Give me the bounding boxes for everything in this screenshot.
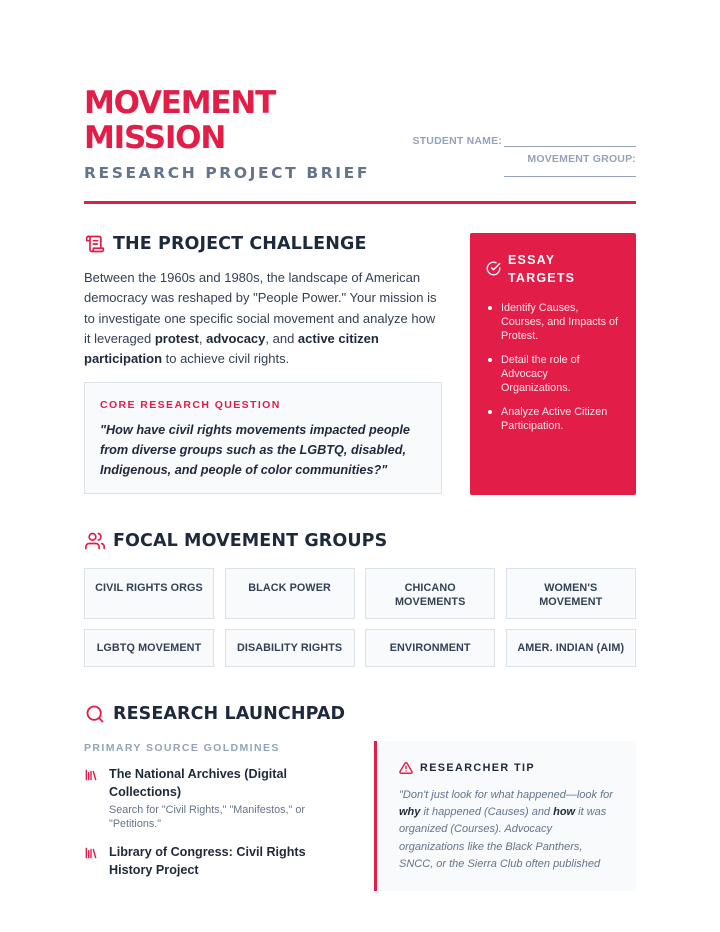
source-title[interactable]: Library of Congress: Civil Rights History Project <box>109 845 306 877</box>
researcher-tip-text <box>399 787 618 873</box>
page-title <box>84 86 370 156</box>
page-title-line2: MISSION <box>84 120 226 156</box>
sources-label: PRIMARY SOURCE GOLDMINES <box>84 742 280 754</box>
source-item[interactable] <box>84 766 324 831</box>
core-question-box <box>84 382 442 494</box>
student-fields <box>396 134 636 165</box>
page-subtitle: RESEARCH PROJECT BRIEF <box>84 164 371 182</box>
challenge-bold-participation: active citizen participation <box>84 330 379 367</box>
movement-group-card: AMER. INDIAN (AIM) <box>506 629 636 667</box>
movement-group-card <box>365 568 495 619</box>
library-icon <box>84 846 100 879</box>
challenge-text-4: to achieve civil rights. <box>162 351 290 367</box>
researcher-tip-box <box>374 741 636 891</box>
challenge-text-2: , <box>198 330 207 346</box>
movement-group-card: LGBTQ MOVEMENT <box>84 629 214 667</box>
movement-group-field[interactable] <box>504 176 636 177</box>
essay-targets-head <box>486 251 620 287</box>
challenge-paragraph <box>84 268 444 369</box>
tip-text-2: it happened (Causes) and <box>420 806 554 819</box>
source-body <box>109 844 324 879</box>
researcher-tip-head <box>399 761 618 775</box>
essay-targets-title-text: ESSAY TARGETS <box>508 253 576 285</box>
launchpad-heading <box>84 703 345 725</box>
tip-text-3: it was organized (Courses). Advocacy organizations like the Black Panthers, SNCC, or the Sierra Club often published <box>399 806 607 870</box>
challenge-heading-text: THE PROJECT CHALLENGE <box>113 234 367 254</box>
movement-group-card: CIVIL RIGHTS ORGS <box>84 568 214 619</box>
scroll-icon <box>84 233 106 255</box>
essay-target-item: Analyze Active Citizen Participation. <box>486 405 620 433</box>
search-icon <box>84 703 106 725</box>
researcher-tip-title: RESEARCHER TIP <box>420 762 535 774</box>
source-description: Search for "Civil Rights," "Manifestos," or "Petitions." <box>109 804 305 830</box>
student-name-field[interactable] <box>504 135 636 147</box>
tip-text-1: "Don't just look for what happened—look for <box>399 789 613 801</box>
library-icon <box>84 768 100 831</box>
source-body <box>109 766 324 831</box>
core-question-label: CORE RESEARCH QUESTION <box>100 399 281 411</box>
tip-bold-how: how <box>553 806 576 819</box>
movement-groups-grid <box>84 568 636 667</box>
launchpad-heading-text: RESEARCH LAUNCHPAD <box>113 704 346 724</box>
challenge-bold-protest: protest <box>154 330 199 346</box>
source-item[interactable] <box>84 844 324 879</box>
movement-group-card: BLACK POWER <box>225 568 355 619</box>
student-name-label: STUDENT NAME: <box>412 135 502 147</box>
essay-target-item: Identify Causes, Courses, and Impacts of Protest. <box>486 301 620 343</box>
movement-group-row <box>396 152 636 165</box>
source-title[interactable]: The National Archives (Digital Collections) <box>109 767 287 799</box>
alert-triangle-icon <box>399 761 413 775</box>
essay-targets-title <box>508 251 588 287</box>
header-divider <box>84 201 636 204</box>
title-block <box>84 86 370 182</box>
challenge-bold-advocacy: advocacy <box>206 330 266 346</box>
check-circle-icon <box>486 261 502 277</box>
movement-group-label: MOVEMENT GROUP: <box>527 153 636 165</box>
tip-bold-why: why <box>399 806 421 819</box>
movement-group-label: CHICANO MOVEMENTS <box>394 582 466 608</box>
essay-targets-list <box>486 301 620 433</box>
users-icon <box>84 530 106 552</box>
challenge-text-1: Between the 1960s and 1980s, the landscape of American democracy was reshaped by "People Power." Your mission is to investigate one specific social movement and analyze how it leveraged <box>84 270 437 346</box>
core-question-text: "How have civil rights movements impacted people from diverse groups such as the LGBTQ, disabled, Indigenous, and people of color communities?" <box>100 423 410 477</box>
movement-group-label: WOMEN'S MOVEMENT <box>539 582 603 608</box>
movement-group-card: ENVIRONMENT <box>365 629 495 667</box>
groups-heading <box>84 530 387 552</box>
challenge-heading <box>84 233 367 255</box>
movement-group-card: DISABILITY RIGHTS <box>225 629 355 667</box>
challenge-text-3: , and <box>265 330 298 346</box>
groups-heading-text: FOCAL MOVEMENT GROUPS <box>113 531 388 551</box>
essay-targets-box <box>470 233 636 495</box>
movement-group-card <box>506 568 636 619</box>
essay-target-item: Detail the role of Advocacy Organizations. <box>486 353 620 395</box>
page-title-line1: MOVEMENT <box>84 85 276 121</box>
student-name-row <box>396 134 636 147</box>
